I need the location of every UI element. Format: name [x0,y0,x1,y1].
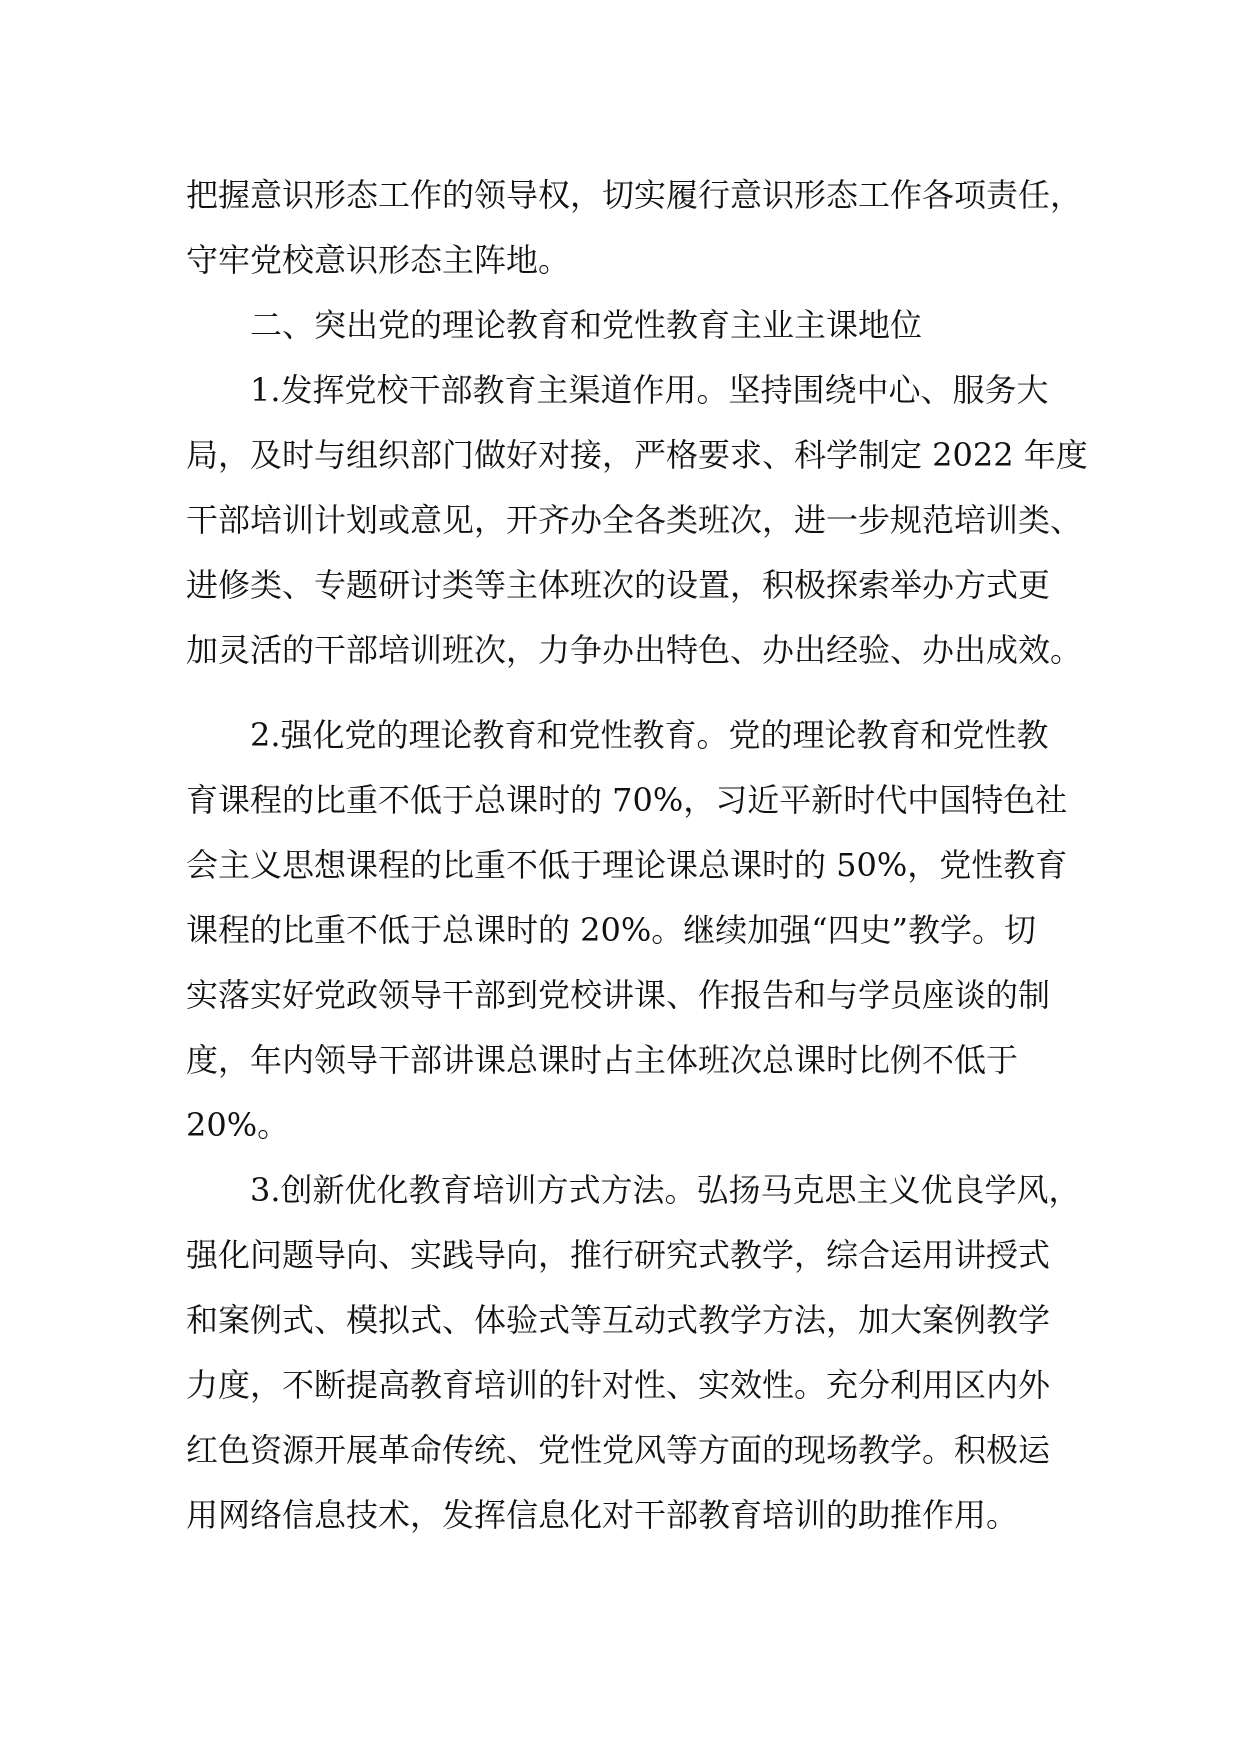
text-line: 育课程的比重不低于总课时的 70%，习近平新时代中国特色社 [186,781,1068,819]
text-line: 干部培训计划或意见，开齐办全各类班次，进一步规范培训类、 [186,501,1083,539]
section-heading [186,293,1086,358]
text-line: 会主义思想课程的比重不低于理论课总课时的 50%，党性教育 [186,846,1068,884]
heading-line: 二、突出党的理论教育和党性教育主业主课地位 [250,306,923,344]
paragraph-intro [186,163,1086,293]
text-line: 3.创新优化教育培训方式方法。弘扬马克思主义优良学风， [250,1171,1081,1209]
paragraph-item-1 [186,358,1086,683]
text-line: 20%。 [186,1106,290,1144]
text-line: 力度，不断提高教育培训的针对性、实效性。充分利用区内外 [186,1366,1051,1404]
text-line: 度，年内领导干部讲课总课时占主体班次总课时比例不低于 [186,1041,1019,1079]
text-line: 进修类、专题研讨类等主体班次的设置，积极探索举办方式更 [186,566,1051,604]
text-line: 守牢党校意识形态主阵地。 [186,241,571,279]
text-line: 把握意识形态工作的领导权，切实履行意识形态工作各项责任， [186,176,1083,214]
paragraph-item-3 [186,1158,1086,1548]
text-line: 用网络信息技术，发挥信息化对干部教育培训的助推作用。 [186,1496,1019,1534]
document-body [186,163,1086,1548]
text-line: 加灵活的干部培训班次，力争办出特色、办出经验、办出成效。 [186,631,1083,669]
paragraph-item-2 [186,703,1086,1158]
text-line: 和案例式、模拟式、体验式等互动式教学方法，加大案例教学 [186,1301,1051,1339]
text-line: 强化问题导向、实践导向，推行研究式教学，综合运用讲授式 [186,1236,1051,1274]
paragraph-spacer [186,683,1086,703]
text-line: 1.发挥党校干部教育主渠道作用。坚持围绕中心、服务大 [250,371,1049,409]
text-line: 红色资源开展革命传统、党性党风等方面的现场教学。积极运 [186,1431,1051,1469]
text-line: 局，及时与组织部门做好对接，严格要求、科学制定 2022 年度 [186,436,1088,474]
text-line: 2.强化党的理论教育和党性教育。党的理论教育和党性教 [250,716,1049,754]
text-line: 实落实好党政领导干部到党校讲课、作报告和与学员座谈的制 [186,976,1051,1014]
text-line: 课程的比重不低于总课时的 20%。继续加强“四史”教学。切 [186,911,1037,949]
